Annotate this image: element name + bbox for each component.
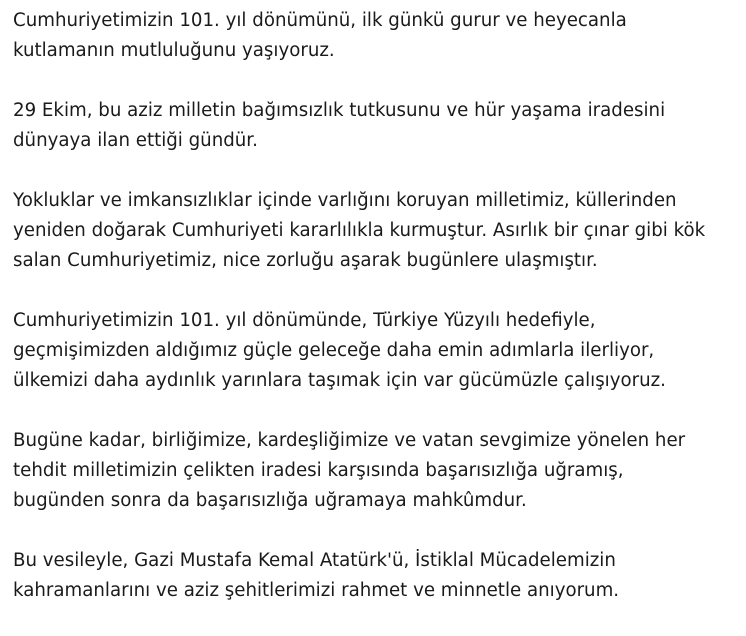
text-line: Bu vesileyle, Gazi Mustafa Kemal Atatürk'ü, İstiklal Mücadelemizin [13, 550, 616, 571]
text-line: 29 Ekim, bu aziz milletin bağımsızlık tutkusunu ve hür yaşama iradesini [13, 100, 666, 121]
text-line: dünyaya ilan ettiği gündür. [13, 130, 258, 151]
paragraph-1 [13, 6, 738, 66]
paragraph-2 [13, 96, 738, 156]
text-line: geçmişimizden aldığımız güçle geleceğe daha emin adımlarla ilerliyor, [13, 340, 655, 361]
text-line: Bugüne kadar, birliğimize, kardeşliğimize ve vatan sevgimize yönelen her [13, 430, 686, 451]
text-line: salan Cumhuriyetimiz, nice zorluğu aşarak bugünlere ulaşmıştır. [13, 250, 598, 271]
paragraph-6 [13, 546, 738, 606]
text-line: kutlamanın mutluluğunu yaşıyoruz. [13, 40, 335, 61]
text-line: kahramanlarını ve aziz şehitlerimizi rahmet ve minnetle anıyorum. [13, 580, 620, 601]
text-line: Yokluklar ve imkansızlıklar içinde varlığını koruyan milletimiz, küllerinden [13, 190, 677, 211]
text-line: tehdit milletimizin çelikten iradesi karşısında başarısızlığa uğramış, [13, 460, 624, 481]
paragraph-5 [13, 426, 738, 516]
paragraph-3 [13, 186, 738, 276]
text-line: Cumhuriyetimizin 101. yıl dönümünde, Türkiye Yüzyılı hedefiyle, [13, 310, 596, 331]
text-line: Cumhuriyetimizin 101. yıl dönümünü, ilk günkü gurur ve heyecanla [13, 10, 627, 31]
text-line: yeniden doğarak Cumhuriyeti kararlılıkla kurmuştur. Asırlık bir çınar gibi kök [13, 220, 706, 241]
text-line: ülkemizi daha aydınlık yarınlara taşımak için var gücümüzle çalışıyoruz. [13, 370, 666, 391]
paragraph-4 [13, 306, 738, 396]
text-line: bugünden sonra da başarısızlığa uğramaya mahkûmdur. [13, 490, 527, 511]
document-body [13, 6, 738, 636]
